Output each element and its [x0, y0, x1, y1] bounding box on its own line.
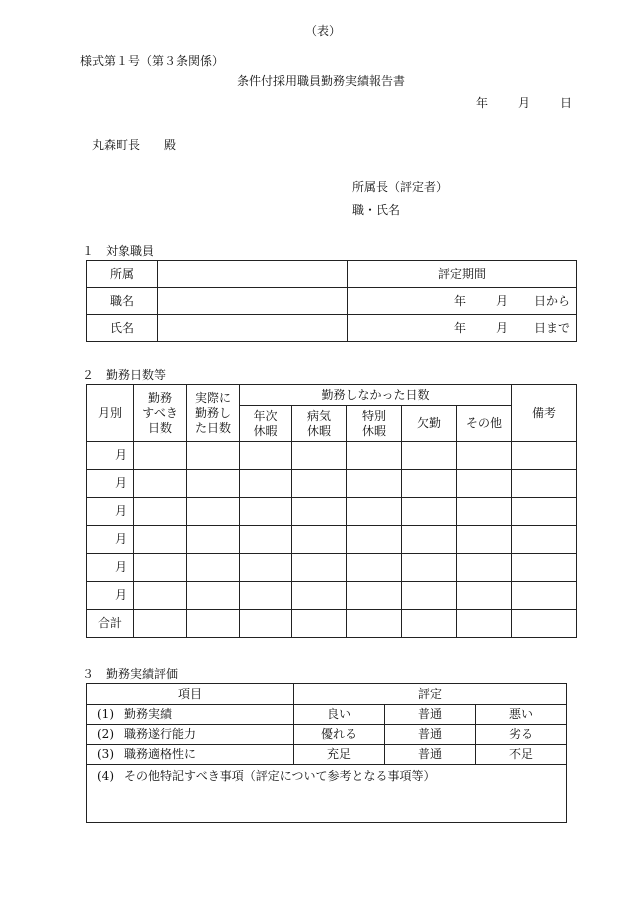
other-header: その他: [457, 406, 512, 442]
evaluation-item: (1) 勤務実績: [87, 705, 294, 725]
sick-leave-header: 病気 休暇: [292, 406, 347, 442]
year-label: 年: [453, 293, 466, 308]
name-cell[interactable]: [158, 315, 348, 342]
special-leave-header: 特別 休暇: [347, 406, 402, 442]
date-day: 日: [560, 96, 573, 110]
day-label: 日まで: [533, 320, 570, 335]
evaluation-item: (3) 職務適格性に: [87, 745, 294, 765]
period-start-cell[interactable]: [348, 288, 577, 315]
row-label: 職名: [87, 288, 158, 315]
month-label: 月: [87, 498, 134, 526]
month-label: 月: [87, 554, 134, 582]
attendance-table: [86, 384, 577, 638]
month-label: 月: [495, 293, 508, 308]
row-label: 氏名: [87, 315, 158, 342]
table-row: [87, 554, 577, 582]
annual-leave-header: 年次 休暇: [240, 406, 292, 442]
month-label: 月: [87, 582, 134, 610]
section2-heading: ２ 勤務日数等: [82, 368, 167, 382]
total-row: [87, 610, 577, 638]
side-mark: （表）: [305, 24, 342, 38]
day-label: 日から: [533, 293, 570, 308]
evaluation-table: [86, 683, 567, 823]
table-row: [87, 705, 567, 725]
section3-heading: ３ 勤務実績評価: [82, 667, 179, 681]
month-label: 月: [87, 470, 134, 498]
month-header: 月別: [87, 385, 134, 442]
rating-option[interactable]: 不足: [476, 745, 567, 765]
rating-option[interactable]: 普通: [385, 745, 476, 765]
table-row: [87, 526, 577, 554]
actual-days-header: 実際に 勤務し た日数: [187, 385, 240, 442]
job-title-cell[interactable]: [158, 288, 348, 315]
rating-option[interactable]: 優れる: [294, 725, 385, 745]
notes-number: (4): [97, 769, 114, 783]
affiliation-cell[interactable]: [158, 261, 348, 288]
form-number: 様式第１号（第３条関係）: [80, 54, 225, 68]
absent-days-header: 勤務しなかった日数: [240, 385, 512, 406]
evaluator-label: 所属長（評定者）: [352, 180, 449, 194]
rating-option[interactable]: 充足: [294, 745, 385, 765]
remarks-header: 備考: [512, 385, 577, 442]
rating-option[interactable]: 良い: [294, 705, 385, 725]
row-label: 所属: [87, 261, 158, 288]
table-row: [87, 470, 577, 498]
evaluation-item: (2) 職務遂行能力: [87, 725, 294, 745]
table-row: [87, 498, 577, 526]
rating-option[interactable]: 普通: [385, 705, 476, 725]
table-row: [87, 442, 577, 470]
target-employee-table: [86, 260, 577, 342]
table-row: [87, 725, 567, 745]
month-label: 月: [87, 526, 134, 554]
notes-label: その他特記すべき事項（評定について参考となる事項等）: [124, 769, 436, 783]
rating-option[interactable]: 普通: [385, 725, 476, 745]
section1-heading: １ 対象職員: [82, 244, 155, 258]
evaluator-name-label: 職・氏名: [352, 203, 401, 217]
rating-option[interactable]: 悪い: [476, 705, 567, 725]
absence-header: 欠勤: [402, 406, 457, 442]
table-row: [87, 745, 567, 765]
evaluation-period-label: 評定期間: [348, 261, 577, 288]
table-row: [87, 288, 577, 315]
table-row: [87, 582, 577, 610]
table-row: [87, 315, 577, 342]
report-date[interactable]: [476, 94, 572, 111]
date-year: 年: [476, 96, 489, 110]
scheduled-days-header: 勤務 すべき 日数: [134, 385, 187, 442]
addressee: 丸森町長 殿: [92, 138, 177, 152]
page-title: 条件付採用職員勤務実績報告書: [237, 74, 406, 88]
table-row: [87, 261, 577, 288]
month-label: 月: [87, 442, 134, 470]
year-label: 年: [453, 320, 466, 335]
date-month: 月: [518, 96, 531, 110]
header-row: [87, 684, 567, 705]
period-end-cell[interactable]: [348, 315, 577, 342]
month-label: 月: [495, 320, 508, 335]
header-row: [87, 385, 577, 406]
rating-option[interactable]: 劣る: [476, 725, 567, 745]
notes-row: [87, 765, 567, 823]
item-header: 項目: [87, 684, 294, 705]
total-label: 合計: [87, 610, 134, 638]
rating-header: 評定: [294, 684, 567, 705]
notes-field[interactable]: [87, 765, 567, 823]
